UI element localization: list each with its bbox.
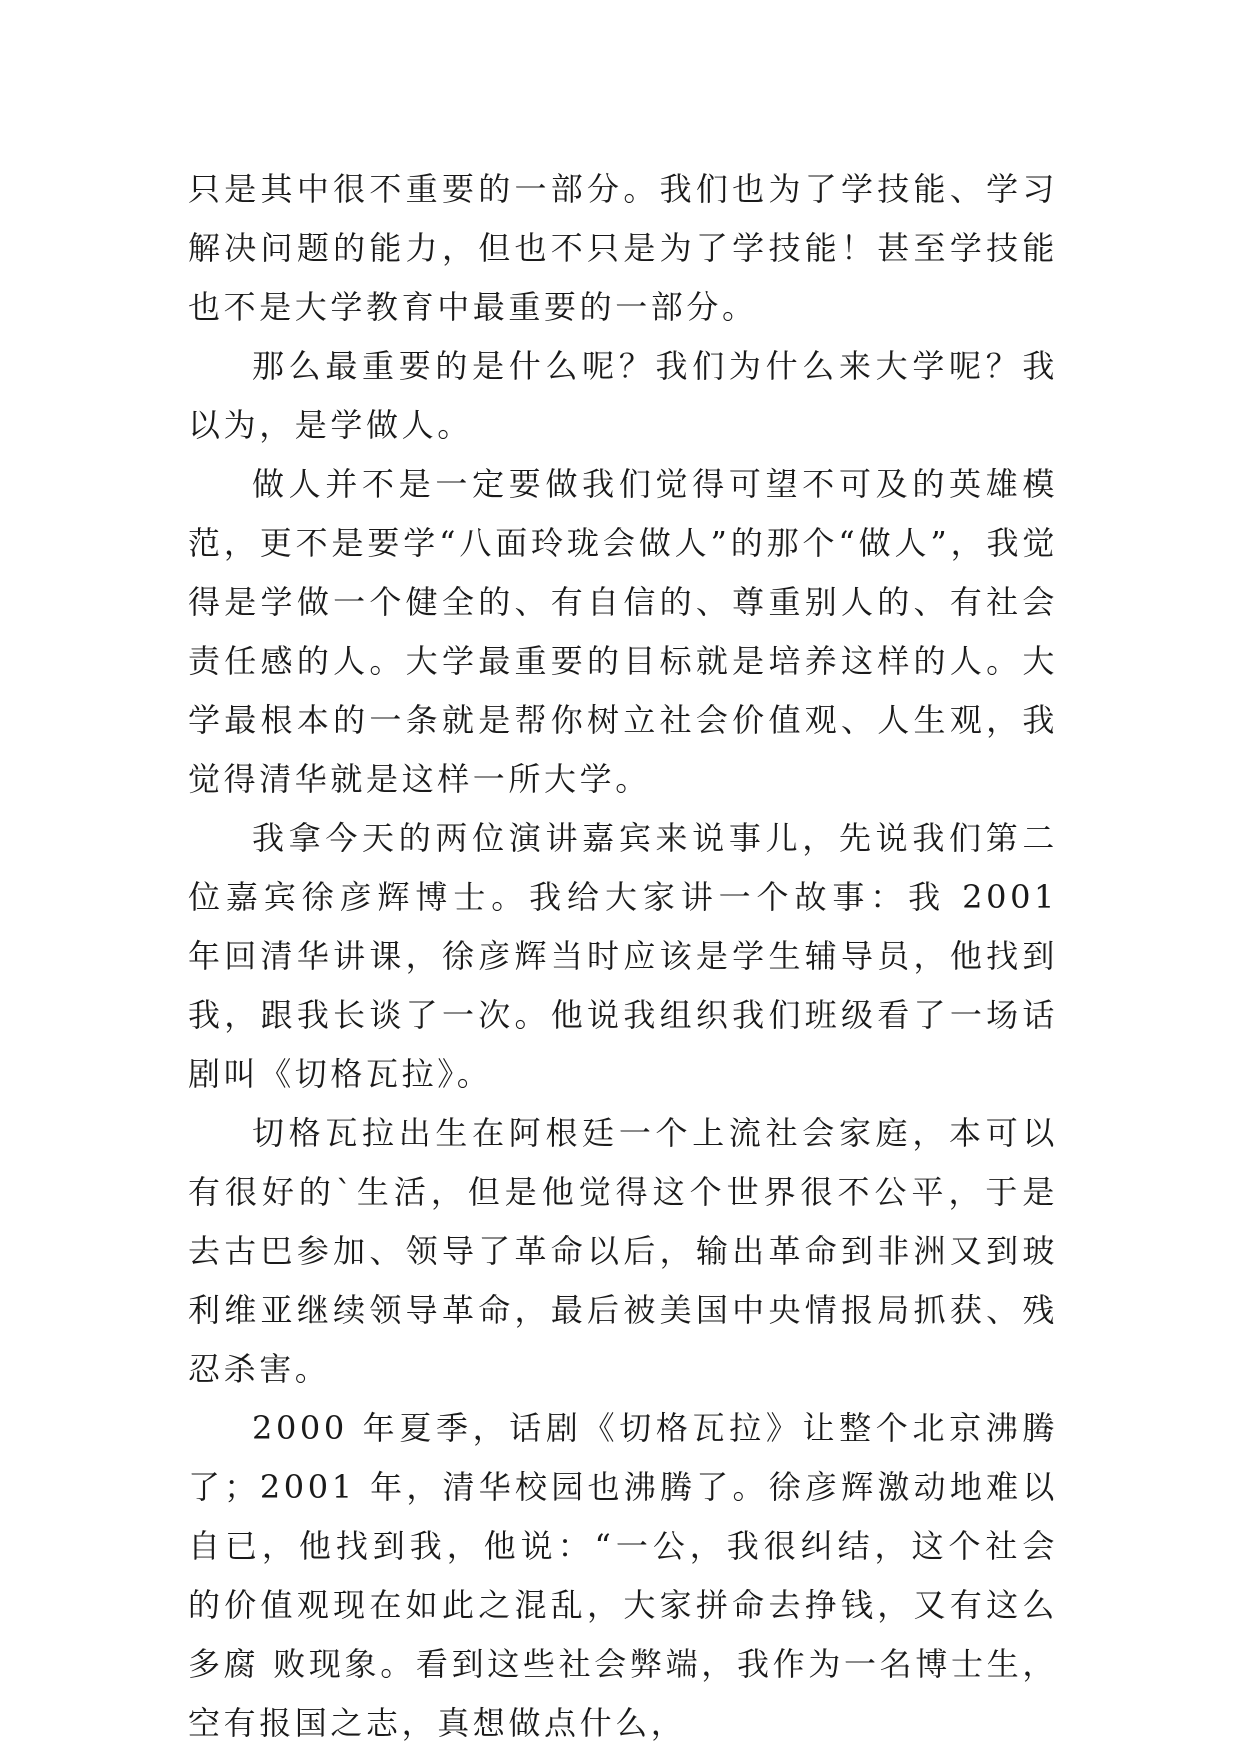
paragraph-3: 做人并不是一定要做我们觉得可望不可及的英雄模范，更不是要学“八面玲珑会做人”的那个“做人”，我觉得是学做一个健全的、有自信的、尊重别人的、有社会责任感的人。大学最重要的目标就是培养这样的人。大学最根本的一条就是帮你树立社会价值观、人生观，我觉得清华就是这样一所大学。: [188, 465, 1058, 798]
paragraph-6: 2000 年夏季，话剧《切格瓦拉》让整个北京沸腾了；2001 年，清华校园也沸腾了。徐彦辉激动地难以自已，他找到我，他说：“一公，我很纠结，这个社会的价值观现在如此之混乱，大家拼命去挣钱，又有这么多腐 败现象。看到这些社会弊端，我作为一名博士生，空有报国之志，真想做点什么，: [188, 1409, 1058, 1742]
paragraph-4: 我拿今天的两位演讲嘉宾来说事儿，先说我们第二位嘉宾徐彦辉博士。我给大家讲一个故事：我 2001 年回清华讲课，徐彦辉当时应该是学生辅导员，他找到我，跟我长谈了一次。他说我组织我们班级看了一场话剧叫《切格瓦拉》。: [188, 819, 1058, 1093]
paragraph-2: 那么最重要的是什么呢？我们为什么来大学呢？我以为，是学做人。: [188, 347, 1058, 444]
paragraph-1: 只是其中很不重要的一部分。我们也为了学技能、学习解决问题的能力，但也不只是为了学技能！甚至学技能也不是大学教育中最重要的一部分。: [188, 170, 1058, 326]
paragraph-5: 切格瓦拉出生在阿根廷一个上流社会家庭，本可以有很好的`生活，但是他觉得这个世界很不公平，于是去古巴参加、领导了革命以后，输出革命到非洲又到玻利维亚继续领导革命，最后被美国中央情报局抓获、残忍杀害。: [188, 1114, 1058, 1388]
body-text: [188, 160, 1058, 1753]
